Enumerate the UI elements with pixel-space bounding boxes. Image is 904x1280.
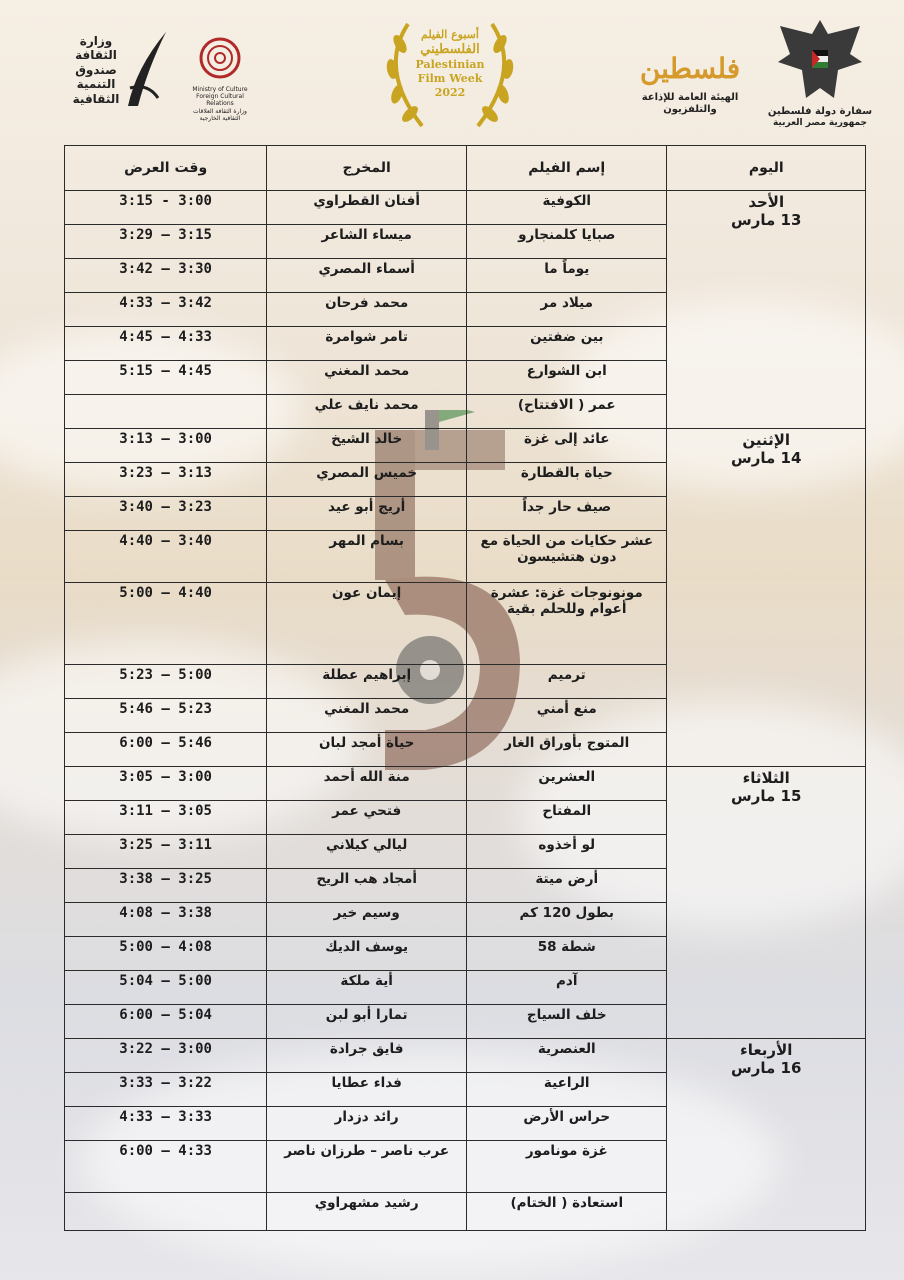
showtime-cell: 3:42 – 3:30 xyxy=(65,259,267,293)
film-title-cell: حياة بالقطارة xyxy=(467,463,667,497)
showtime-cell: 5:15 – 4:45 xyxy=(65,361,267,395)
film-title-cell: العشرين xyxy=(467,767,667,801)
header-director: المخرج xyxy=(267,146,467,191)
embassy-line-2: جمهورية مصر العربية xyxy=(772,118,868,128)
director-cell: محمد المغني xyxy=(267,699,467,733)
director-cell: منة الله أحمد xyxy=(267,767,467,801)
film-title-cell: بطول 120 كم xyxy=(467,903,667,937)
director-cell: تامر شوامرة xyxy=(267,327,467,361)
showtime-cell xyxy=(65,395,267,429)
showtime-cell: 3:11 – 3:05 xyxy=(65,801,267,835)
film-title-cell: مونونوجات غزة: عشرة أعوام وللحلم بقية xyxy=(467,583,667,665)
film-title-cell: شطة 58 xyxy=(467,937,667,971)
embassy-text xyxy=(760,106,880,129)
cultural-development-fund-logo xyxy=(68,28,168,110)
director-cell: أسماء المصري xyxy=(267,259,467,293)
director-cell: فايق جرادة xyxy=(267,1039,467,1073)
director-cell: أفنان القطراوي xyxy=(267,191,467,225)
showtime-cell: 3:29 – 3:15 xyxy=(65,225,267,259)
day-cell: الأحد 13 مارس xyxy=(667,191,866,429)
showtime-cell: 6:00 – 5:46 xyxy=(65,733,267,767)
film-title-cell: المتوج بأوراق الغار xyxy=(467,733,667,767)
day-cell: الأربعاء 16 مارس xyxy=(667,1039,866,1231)
film-title-cell: استعادة ( الختام) xyxy=(467,1193,667,1231)
showtime-cell: 4:40 – 3:40 xyxy=(65,531,267,583)
film-title-cell: حراس الأرض xyxy=(467,1107,667,1141)
director-cell: أمجاد هب الريح xyxy=(267,869,467,903)
ministry-emblem-icon xyxy=(185,36,255,82)
showtime-cell: 6:00 – 4:33 xyxy=(65,1141,267,1193)
showtime-cell: 6:00 – 5:04 xyxy=(65,1005,267,1039)
table-row xyxy=(65,1039,866,1073)
film-title-cell: بين ضفتين xyxy=(467,327,667,361)
header-showtime: وقت العرض xyxy=(65,146,267,191)
director-cell: إبراهيم عطلة xyxy=(267,665,467,699)
film-title-cell: عائد إلى غزة xyxy=(467,429,667,463)
director-cell: محمد فرحان xyxy=(267,293,467,327)
eagle-emblem-icon xyxy=(760,14,880,104)
showtime-cell: 3:33 – 3:22 xyxy=(65,1073,267,1107)
director-cell: ميساء الشاعر xyxy=(267,225,467,259)
festival-year: 2022 xyxy=(434,85,466,99)
film-title-cell: المفتاح xyxy=(467,801,667,835)
director-cell: إيمان عون xyxy=(267,583,467,665)
day-cell: الإثنين 14 مارس xyxy=(667,429,866,767)
film-title-cell: ابن الشوارع xyxy=(467,361,667,395)
director-cell: بسام المهر xyxy=(267,531,467,583)
showtime-cell: 5:00 – 4:08 xyxy=(65,937,267,971)
director-cell: يوسف الديك xyxy=(267,937,467,971)
showtime-cell: 4:45 – 4:33 xyxy=(65,327,267,361)
header-film-title: إسم الفيلم xyxy=(467,146,667,191)
showtime-cell: 3:23 – 3:13 xyxy=(65,463,267,497)
film-title-cell: آدم xyxy=(467,971,667,1005)
director-cell: خميس المصري xyxy=(267,463,467,497)
embassy-logo xyxy=(760,14,880,136)
showtime-cell: 3:38 – 3:25 xyxy=(65,869,267,903)
table-row xyxy=(65,191,866,225)
festival-title-en-1: Palestinian xyxy=(415,58,485,71)
showtime-cell: 4:08 – 3:38 xyxy=(65,903,267,937)
director-cell: ليالي كيلاني xyxy=(267,835,467,869)
showtime-cell: 5:23 – 5:00 xyxy=(65,665,267,699)
showtime-cell xyxy=(65,1193,267,1231)
film-title-cell: غزة مونامور xyxy=(467,1141,667,1193)
film-title-cell: ترميم xyxy=(467,665,667,699)
showtime-cell: 3:22 – 3:00 xyxy=(65,1039,267,1073)
showtime-cell: 3:25 – 3:11 xyxy=(65,835,267,869)
director-cell: فتحي عمر xyxy=(267,801,467,835)
film-title-cell: الراعية xyxy=(467,1073,667,1107)
showtime-cell: 3:40 – 3:23 xyxy=(65,497,267,531)
ministry-ar-text: وزارة الثقافة العلاقات الثقافية الخارجية xyxy=(193,107,247,122)
showtime-cell: 5:46 – 5:23 xyxy=(65,699,267,733)
director-cell: محمد نايف علي xyxy=(267,395,467,429)
director-cell: خالد الشيخ xyxy=(267,429,467,463)
director-cell: رشيد مشهراوي xyxy=(267,1193,467,1231)
showtime-cell: 5:00 – 4:40 xyxy=(65,583,267,665)
director-cell: رائد دزدار xyxy=(267,1107,467,1141)
festival-title-ar-1: أسبوع الفيلم xyxy=(421,28,479,41)
table-row xyxy=(65,429,866,463)
showtime-cell: 3:15 - 3:00 xyxy=(65,191,267,225)
festival-title-en-2: Film Week xyxy=(417,71,483,85)
festival-title xyxy=(370,28,530,99)
palestine-broadcasting-logo xyxy=(630,52,750,115)
showtime-cell: 4:33 – 3:33 xyxy=(65,1107,267,1141)
director-cell: فداء عطايا xyxy=(267,1073,467,1107)
ministry-en-text: Ministry of Culture Foreign Cultural Relations xyxy=(192,86,248,108)
showtime-cell: 5:04 – 5:00 xyxy=(65,971,267,1005)
film-title-cell: العنصرية xyxy=(467,1039,667,1073)
table-row xyxy=(65,767,866,801)
tv-subtitle: الهيئة العامة للإذاعة والتلفزيون xyxy=(641,92,739,115)
film-title-cell: منع أمني xyxy=(467,699,667,733)
film-title-cell: الكوفية xyxy=(467,191,667,225)
embassy-line-1: سفارة دولة فلسطين xyxy=(767,106,873,117)
director-cell: تمارا أبو لبن xyxy=(267,1005,467,1039)
director-cell: أية ملكة xyxy=(267,971,467,1005)
film-title-cell: خلف السياج xyxy=(467,1005,667,1039)
director-cell: حياة أمجد لبان xyxy=(267,733,467,767)
schedule-table xyxy=(64,145,866,1231)
day-cell: الثلاثاء 15 مارس xyxy=(667,767,866,1039)
film-title-cell: صيف حار جداً xyxy=(467,497,667,531)
director-cell: وسيم خير xyxy=(267,903,467,937)
film-title-cell: عمر ( الافتتاح) xyxy=(467,395,667,429)
festival-logo xyxy=(370,14,530,134)
showtime-cell: 3:05 – 3:00 xyxy=(65,767,267,801)
cultural-fund-text: وزارة الثقافة صندوق التنمية الثقافية xyxy=(72,34,120,106)
film-title-cell: ميلاد مر xyxy=(467,293,667,327)
director-cell: أريج أبو عيد xyxy=(267,497,467,531)
table-header-row xyxy=(65,146,866,191)
director-cell: محمد المغني xyxy=(267,361,467,395)
header-day: اليوم xyxy=(667,146,866,191)
ministry-of-culture-logo xyxy=(185,36,255,122)
director-cell: عرب ناصر – طرزان ناصر xyxy=(267,1141,467,1193)
film-title-cell: لو أخذوه xyxy=(467,835,667,869)
film-title-cell: أرض ميتة xyxy=(467,869,667,903)
festival-title-ar-2: الفلسطيني xyxy=(420,41,480,57)
showtime-cell: 4:33 – 3:42 xyxy=(65,293,267,327)
film-title-cell: يوماً ما xyxy=(467,259,667,293)
showtime-cell: 3:13 – 3:00 xyxy=(65,429,267,463)
film-title-cell: عشر حكايات من الحياة مع دون هتشيسون xyxy=(467,531,667,583)
film-title-cell: صبايا كلمنجارو xyxy=(467,225,667,259)
tv-brand-text: فلسطين xyxy=(639,52,741,85)
page-header xyxy=(0,0,904,140)
